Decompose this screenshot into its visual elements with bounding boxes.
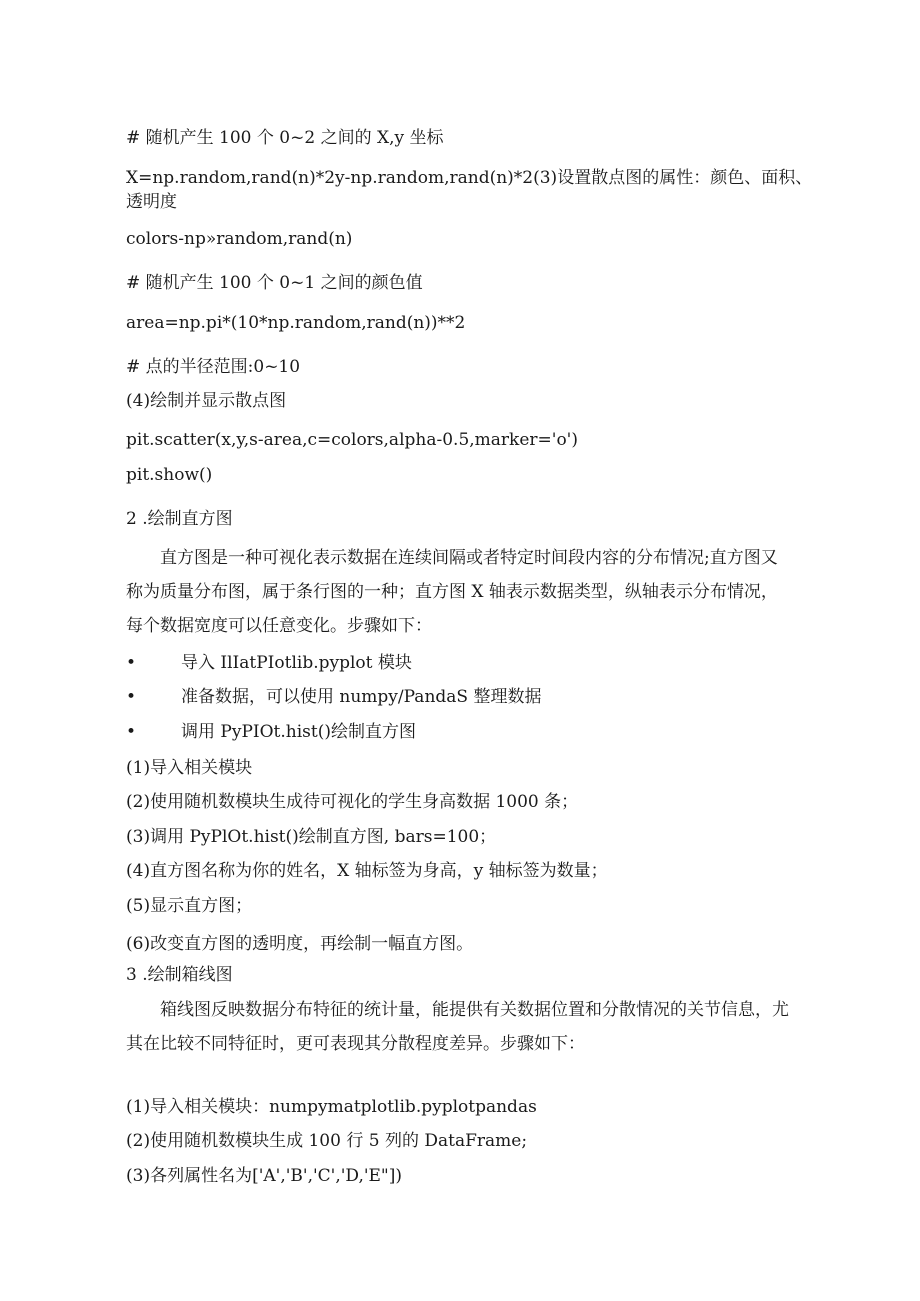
code-line-xy-assign: X=np.random,rand(n)*2y-np.random,rand(n)*2(3)设置散点图的属性：颜色、面积、 [126, 168, 813, 188]
bullet-icon: • [126, 653, 137, 673]
list-item-text: 调用 PyPIOt.hist()绘制直方图 [181, 722, 416, 742]
code-line-area: area=np.pi*(10*np.random,rand(n))**2 [126, 313, 466, 333]
step-call-hist: (3)调用 PyPlOt.hist()绘制直方图, bars=100； [126, 827, 497, 847]
step-generate-dataframe: (2)使用随机数模块生成 100 行 5 列的 DataFrame; [126, 1131, 528, 1151]
step-show-histogram: (5)显示直方图； [126, 896, 253, 916]
bullet-icon: • [126, 722, 137, 742]
section-heading-boxplot: 3 .绘制箱线图 [126, 965, 233, 985]
bullet-icon: • [126, 687, 137, 707]
list-item-text: 导入 IlIatPIotlib.pyplot 模块 [181, 653, 412, 673]
step-draw-scatter: (4)绘制并显示散点图 [126, 391, 287, 411]
list-item-text: 准备数据，可以使用 numpy∕PandaS 整理数据 [181, 687, 542, 707]
code-line-colors: colors-np»random,rand(n) [126, 229, 353, 249]
step-import-modules-boxplot: (1)导入相关模块：numpymatplotlib.pyplotpandas [126, 1097, 537, 1117]
paragraph-histogram-intro: 直方图是一种可视化表示数据在连续间隔或者特定时间段内容的分布情况;直方图又称为质量分布图，属于条行图的一种；直方图 X 轴表示数据类型，纵轴表示分布情况，每个数据宽度可以任意变化。步骤如下： [126, 548, 778, 636]
code-comment-radius: # 点的半径范围:0~10 [126, 357, 301, 377]
step-change-transparency: (6)改变直方图的透明度，再绘制一幅直方图。 [126, 934, 474, 954]
code-line-show: pit.show() [126, 465, 213, 485]
step-import-modules: (1)导入相关模块 [126, 758, 253, 778]
step-generate-heights: (2)使用随机数模块生成待可视化的学生身高数据 1000 条； [126, 792, 579, 812]
text-line-transparency: 透明度 [126, 192, 177, 212]
step-histogram-labels: (4)直方图名称为你的姓名，X 轴标签为身高，y 轴标签为数量； [126, 861, 608, 881]
code-comment-random-xy: # 随机产生 100 个 0~2 之间的 X,y 坐标 [126, 128, 444, 148]
code-line-scatter: pit.scatter(x,y,s-area,c=colors,alpha-0.5,marker='o') [126, 430, 578, 450]
section-heading-histogram: 2 .绘制直方图 [126, 509, 233, 529]
step-column-names: (3)各列属性名为['A','B','C','D,'E"]) [126, 1166, 403, 1186]
code-comment-random-colors: # 随机产生 100 个 0~1 之间的颜色值 [126, 273, 423, 293]
paragraph-boxplot-intro: 箱线图反映数据分布特征的统计量，能提供有关数据位置和分散情况的关节信息，尤其在比较不同特征时，更可表现其分散程度差异。步骤如下： [126, 1000, 789, 1054]
